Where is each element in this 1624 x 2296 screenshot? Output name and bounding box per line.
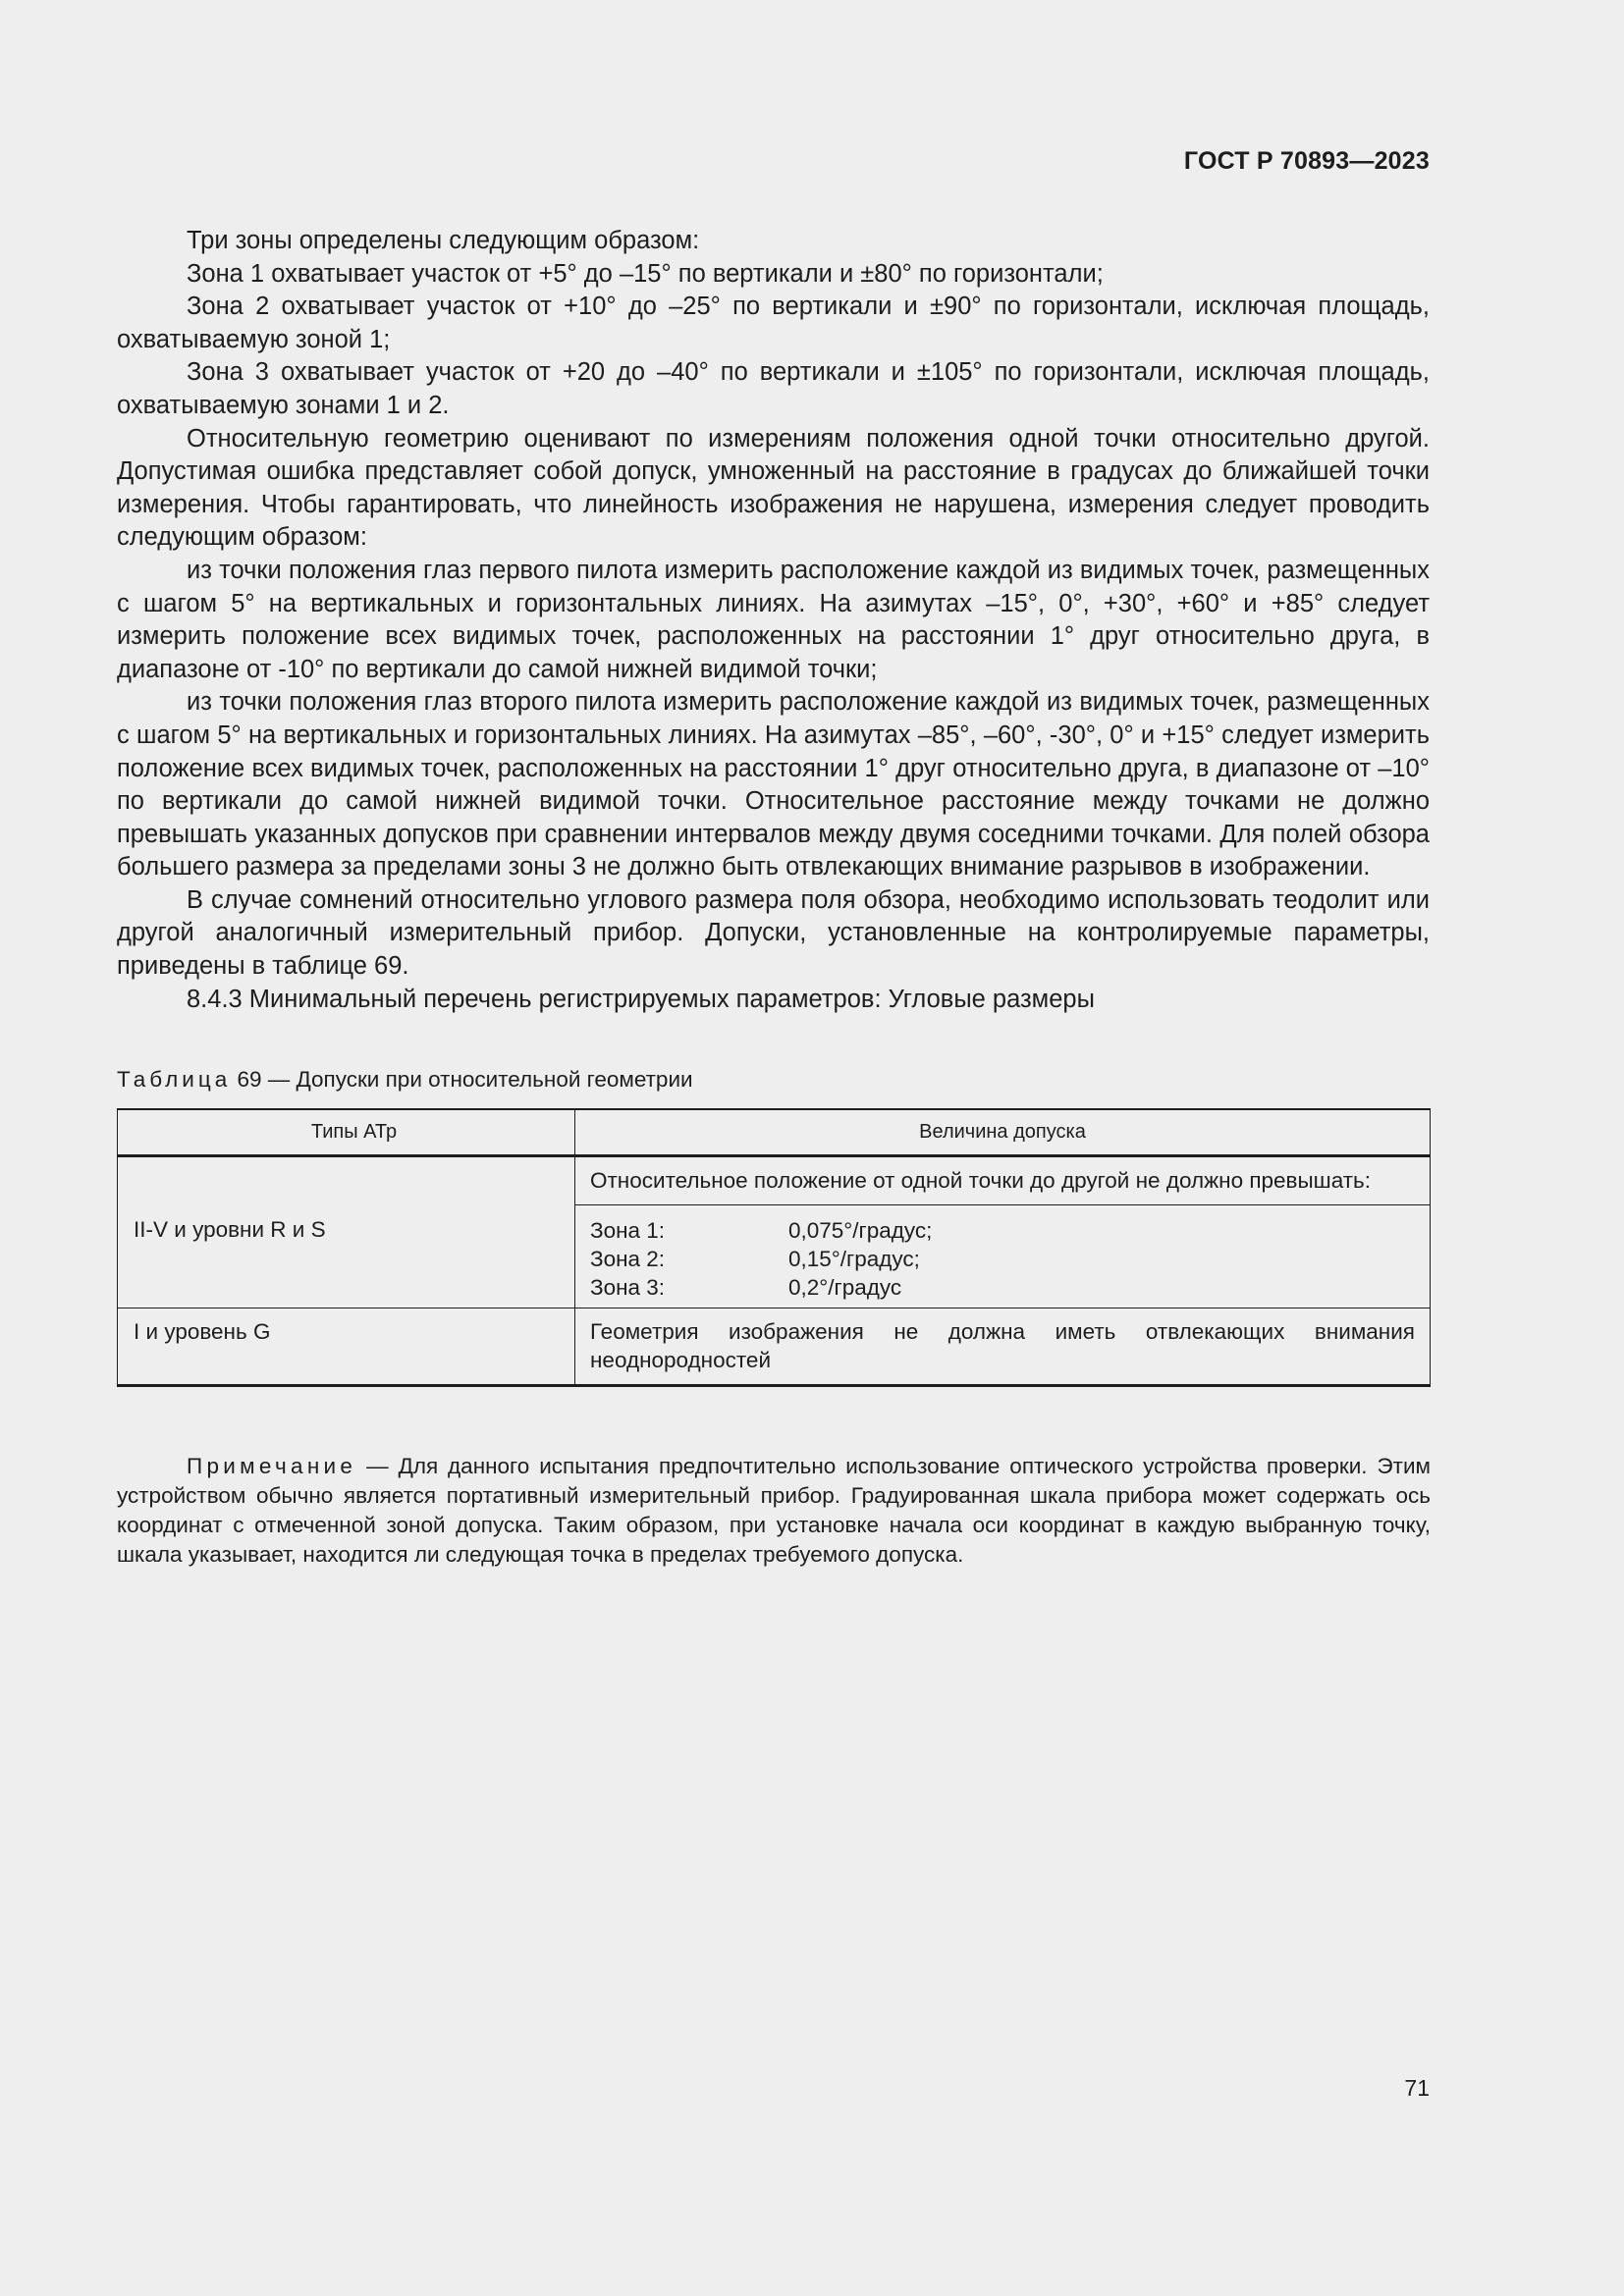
document-header: ГОСТ Р 70893—2023 bbox=[1183, 147, 1430, 175]
zone-value: 0,2°/градус bbox=[788, 1275, 902, 1300]
paragraph: Зона 1 охватывает участок от +5° до –15° по вертикали и ±80° по горизонтали; bbox=[187, 259, 1104, 288]
table-row bbox=[118, 1156, 1431, 1205]
row-desc-cell: Геометрия изображения не должна иметь отвлекающих внимания неоднородностей bbox=[575, 1308, 1431, 1386]
table-caption bbox=[117, 1067, 693, 1093]
note-paragraph bbox=[117, 1452, 1431, 1570]
section-heading: 8.4.3 Минимальный перечень регистрируемых параметров: Угловые размеры bbox=[187, 985, 1095, 1013]
row-desc-cell: Относительное положение от одной точки до другой не должно превышать: bbox=[575, 1156, 1431, 1205]
paragraph: Относительную геометрию оценивают по измерениям положения одной точки относительно другой. Допустимая ошибка представляет собой допуск, умноженный на расстояние в градусах до ближайшей точки измерения. Чтобы гарантировать, что линейность изображения не нарушена, измерения следует проводить следующим образом: bbox=[117, 424, 1430, 552]
table-row bbox=[118, 1308, 1431, 1386]
column-header-types: Типы АТр bbox=[118, 1109, 575, 1156]
note bbox=[117, 1452, 1431, 1570]
note-text: — Для данного испытания предпочтительно использование оптического устройства проверки. Этим устройством обычно является портативный измерительный прибор. Градуированная шкала прибора может содержать ось координат с отмеченной зоной допуска. Таким образом, при установке начала оси координат в каждую выбранную точку, шкала указывает, находится ли следующая точка в пределах требуемого допуска. bbox=[117, 1454, 1431, 1567]
paragraph: из точки положения глаз второго пилота измерить расположение каждой из видимых точек, размещенных с шагом 5° на вертикальных и горизонтальных линиях. На азимутах –85°, –60°, -30°, 0° и +15° следует измерить положение всех видимых точек, расположенных на расстоянии 1° друг относительно друга, в диапазоне от –10° по вертикали до самой нижней видимой точки. Относительное расстояние между точками не должно превышать указанных допусков при сравнении интервалов между двумя соседними точками. Для полей обзора большего размера за пределами зоны 3 не должно быть отвлекающих внимание разрывов в изображении. bbox=[117, 688, 1430, 881]
paragraph: Зона 2 охватывает участок от +10° до –25° по вертикали и ±90° по горизонтали, исключая площадь, охватываемую зоной 1; bbox=[117, 293, 1430, 353]
zones-cell bbox=[575, 1205, 1431, 1308]
paragraph: Зона 3 охватывает участок от +20 до –40° по вертикали и ±105° по горизонтали, исключая площадь, охватываемую зонами 1 и 2. bbox=[117, 358, 1430, 419]
tolerance-table bbox=[117, 1108, 1431, 1387]
column-header-tolerance: Величина допуска bbox=[575, 1109, 1431, 1156]
zone-row bbox=[590, 1273, 1415, 1302]
table-header-row bbox=[118, 1109, 1431, 1156]
zone-value: 0,15°/градус; bbox=[788, 1247, 920, 1271]
zone-label: Зона 2: bbox=[590, 1247, 666, 1271]
page-number: 71 bbox=[1404, 2075, 1430, 2101]
table-caption-label: Таблица bbox=[117, 1067, 232, 1092]
body-text bbox=[117, 225, 1430, 1016]
zone-row bbox=[590, 1245, 1415, 1273]
zone-label: Зона 3: bbox=[590, 1275, 666, 1300]
zone-label: Зона 1: bbox=[590, 1218, 666, 1243]
zone-value: 0,075°/градус; bbox=[788, 1218, 933, 1243]
paragraph: В случае сомнений относительно углового размера поля обзора, необходимо использовать теодолит или другой аналогичный измерительный прибор. Допуски, установленные на контролируемые параметры, приведены в таблице 69. bbox=[117, 885, 1430, 981]
note-label: Примечание bbox=[187, 1454, 357, 1478]
paragraph: Три зоны определены следующим образом: bbox=[187, 227, 700, 254]
row-type-cell: I и уровень G bbox=[118, 1308, 575, 1386]
zone-row bbox=[590, 1216, 1415, 1245]
paragraph: из точки положения глаз первого пилота измерить расположение каждой из видимых точек, размещенных с шагом 5° на вертикальных и горизонтальных линиях. На азимутах –15°, 0°, +30°, +60° и +85° следует измерить положение всех видимых точек, расположенных на расстоянии 1° друг относительно друга, в диапазоне от -10° по вертикали до самой нижней видимой точки; bbox=[117, 556, 1430, 683]
table-caption-text: 69 — Допуски при относительной геометрии bbox=[237, 1067, 693, 1092]
row-type-cell: II-V и уровни R и S bbox=[118, 1156, 575, 1308]
